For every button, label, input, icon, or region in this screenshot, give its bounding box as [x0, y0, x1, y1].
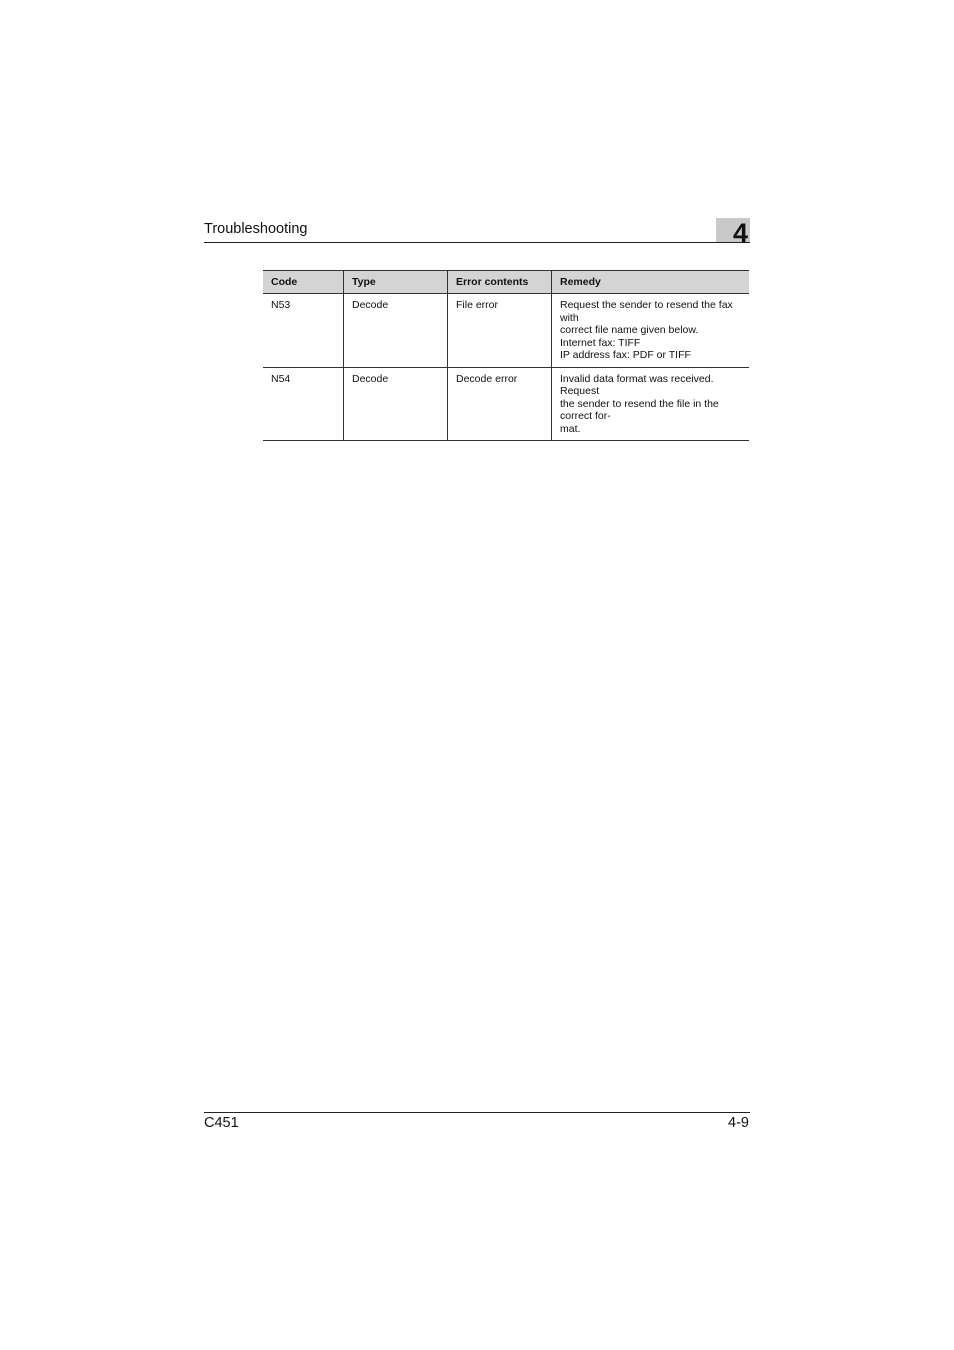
cell-type: Decode — [344, 367, 448, 441]
remedy-line: Invalid data format was received. Request — [560, 372, 714, 397]
page-number: 4-9 — [728, 1115, 749, 1131]
footer-model: C451 — [204, 1115, 239, 1131]
column-header-remedy: Remedy — [552, 271, 750, 294]
chapter-badge — [716, 218, 750, 248]
remedy-line: Internet fax: TIFF — [560, 336, 641, 349]
remedy-line: correct file name given below. — [560, 324, 699, 336]
remedy-line: IP address fax: PDF or TIFF — [560, 349, 691, 361]
cell-code: N54 — [263, 367, 344, 441]
cell-code: N53 — [263, 294, 344, 368]
section-title: Troubleshooting — [204, 221, 308, 237]
cell-type: Decode — [344, 294, 448, 368]
column-header-code: Code — [263, 271, 344, 294]
cell-error-contents: File error — [448, 294, 552, 368]
error-code-table — [263, 270, 749, 441]
cell-remedy — [552, 367, 750, 441]
column-header-error-contents: Error contents — [448, 271, 552, 294]
table-row — [263, 294, 749, 368]
footer-divider — [204, 1112, 750, 1113]
table-header-row — [263, 271, 749, 294]
column-header-type: Type — [344, 271, 448, 294]
table-row — [263, 367, 749, 441]
cell-error-contents: Decode error — [448, 367, 552, 441]
remedy-line: Request the sender to resend the fax with — [560, 299, 733, 324]
header-divider — [204, 242, 750, 243]
remedy-line: mat. — [560, 422, 581, 435]
chapter-number: 4 — [732, 218, 748, 248]
cell-remedy — [552, 294, 750, 368]
remedy-line: the sender to resend the file in the correct for- — [560, 397, 719, 422]
